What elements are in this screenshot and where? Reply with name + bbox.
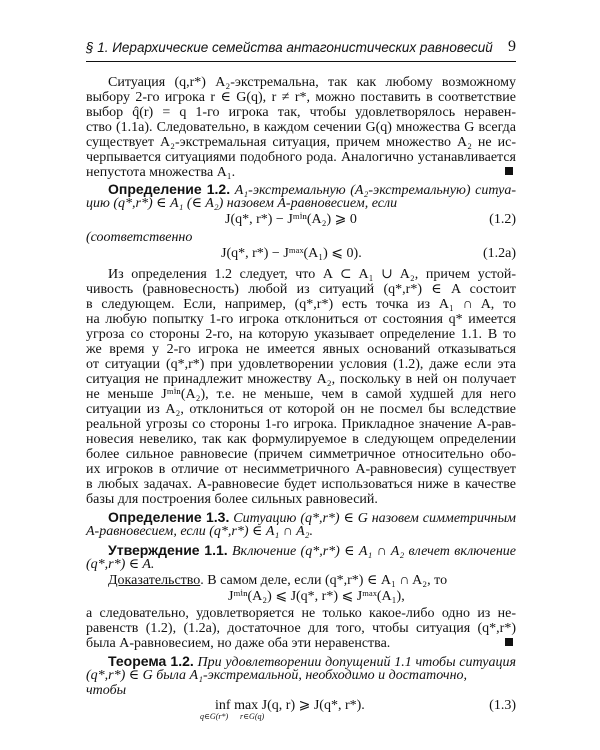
text-line: (q*,r*) ∈ G была A₁-экстремальной, необходимо и достаточно, [86, 668, 468, 684]
text-line: выбору 2-го игрока r ∈ G(q), r ≠ r*, можно поставить в соответствие [86, 90, 516, 105]
inf-subscript: q∈G(r*) [200, 712, 229, 722]
proof-label: Доказательство [108, 573, 201, 589]
text-line: на любую попытку 1-го игрока отклониться от состояния q* имеется [86, 311, 516, 327]
text-line: в любых задачах. A-равновесие будет использоваться ниже в качестве [86, 476, 516, 492]
text-line: угроза со стороны 2-го, на которую указывает определение 1.1. В то [86, 326, 516, 342]
definition-label: Определение 1.2. [108, 180, 231, 197]
text-line: Из определения 1.2 следует, что A ⊂ A₁ ∪ A₂, причем устой- [108, 266, 516, 282]
equation-number: (1.2a) [482, 245, 516, 261]
statement-label: Утверждение 1.1. [108, 541, 228, 558]
text-line: от ситуации (q*,r*) при удовлетворении условия (1.2), даже если эта [86, 356, 516, 372]
qed-mark [505, 638, 513, 646]
text-line: базы для построения более сильных равновесий. [86, 491, 378, 507]
text-line: реальной угрозы со стороны 1-го игрока. Прикладное значение A-рав- [86, 416, 516, 432]
text-line: а следовательно, удовлетворяется не только какое-либо одно из не- [86, 605, 516, 621]
proof: Доказательство. В самом деле, если (q*,r*) ∈ A₁ ∩ A₂, то [108, 573, 448, 589]
text-line: ситуации из A₂, отклониться от которой он не посмел бы вследствие [86, 401, 516, 417]
statement-1-1: Утверждение 1.1. Включение (q*,r*) ∈ A₁ ∩ A₂ влечет включение [108, 541, 516, 559]
text-line: (соответственно [86, 230, 193, 245]
text-line: A-равновесием, если (q*,r*) ∈ A₁ ∩ A₂. [86, 524, 314, 540]
formula-1-2a: J(q*, r*) − Jᵐᵃˣ(A₁) ⩽ 0). [221, 245, 362, 261]
text-line: непустота множества A₁. [86, 165, 236, 180]
text-line: их игроков в отличие от несимметричного A-равновесия) существует [86, 461, 516, 477]
text-line: новесия невелико, так как формулируемое в следующем определении [86, 431, 516, 447]
text-line: существует A₂-экстремальная ситуация, причем множество A₂ не ис- [86, 135, 516, 150]
definition-1-2: Определение 1.2. A₁-экстремальную (A₂-экстремальную) ситуа- [108, 180, 516, 198]
text-line: чтобы [86, 683, 127, 699]
definition-label: Определение 1.3. [108, 509, 230, 526]
page-number: 9 [508, 38, 516, 55]
text-line: чивость (равновесность) любой из ситуаций (q*,r*) ∈ A состоит [86, 281, 516, 297]
equation-number: (1.3) [489, 698, 516, 714]
formula-1-3: inf max J(q, r) ⩾ J(q*, r*). [215, 698, 365, 714]
text-line: более сильное равновесие (причем симметричное относительно обо- [86, 446, 516, 462]
text-line: цию (q*,r*) ∈ A₁ (∈ A₂) назовем A-равновесием, если [86, 195, 398, 211]
max-subscript: r∈G(q) [240, 712, 265, 722]
text-line: в следующем. Если, например, (q*,r*) есть точка из A₁ ∩ A, то [86, 296, 516, 312]
qed-mark [505, 167, 513, 175]
text-line: равенств (1.2), (1.2a), достаточное для того, чтобы ситуация (q*,r*) [86, 620, 516, 636]
text-line: (q*,r*) ∈ A. [86, 556, 155, 572]
text-line: была A-равновесием, но даже оба эти неравенства. [86, 635, 391, 651]
text-line: не меньше Jᵐⁱⁿ(A₂), т.е. не меньше, чем в самой худшей для него [86, 386, 516, 402]
text-line: ситуация не принадлежит множеству A₂, поскольку в ней он получает [86, 371, 516, 387]
text-line: ство (1.1a). Следовательно, в каждом сечении G(q) множества G всегда [86, 120, 516, 135]
theorem-label: Теорема 1.2. [108, 653, 194, 670]
proof-formula: Jᵐⁱⁿ(A₂) ⩽ J(q*, r*) ⩽ Jᵐᵃˣ(A₁), [228, 589, 405, 605]
theorem-1-2: Теорема 1.2. При удовлетворении допущений 1.1 чтобы ситуация [108, 653, 516, 671]
text-line: же время у 2-го игрока не имеется явных оснований отказываться [86, 341, 516, 357]
section-title: § 1. Иерархические семейства антагонистических равновесий [86, 40, 493, 55]
formula-1-2: J(q*, r*) − Jᵐⁱⁿ(A₂) ⩾ 0 [225, 211, 357, 227]
text-line: выбор q̂(r) = q 1-го игрока так, чтобы удовлетворялось неравен- [86, 105, 516, 120]
text-line: черпывается ситуациями подобного рода. Аналогично устанавливается [86, 150, 516, 165]
equation-number: (1.2) [489, 211, 516, 227]
text-line: Ситуация (q,r*) A₂-экстремальна, так как любому возможному [108, 75, 516, 90]
running-header [86, 40, 516, 60]
definition-1-3: Определение 1.3. Ситуацию (q*,r*) ∈ G назовем симметричным [108, 509, 516, 527]
header-rule [86, 61, 516, 62]
